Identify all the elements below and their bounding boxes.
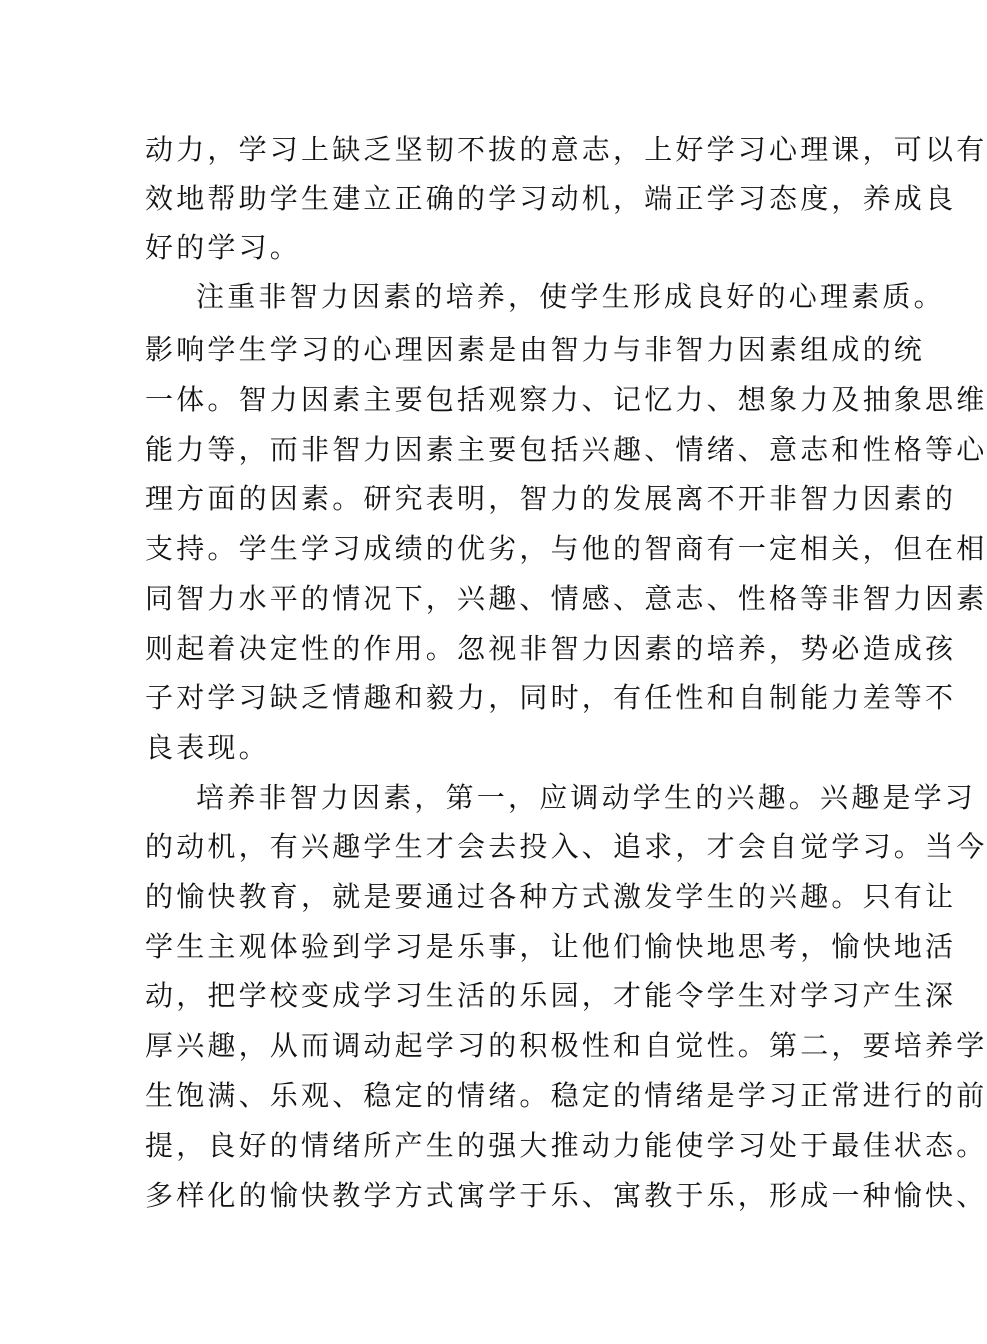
text-line: 多样化的愉快教学方式寓学于乐、寓教于乐，形成一种愉快、 [145, 1179, 987, 1212]
text-line: 影响学生学习的心理因素是由智力与非智力因素组成的统 [145, 333, 926, 366]
text-line: 则起着决定性的作用。忽视非智力因素的培养，势必造成孩 [145, 632, 957, 665]
text-line: 子对学习缺乏情趣和毅力，同时，有任性和自制能力差等不 [145, 681, 957, 714]
text-line: 好的学习。 [145, 231, 302, 264]
text-line: 学生主观体验到学习是乐事，让他们愉快地思考，愉快地活 [145, 930, 957, 963]
text-line: 生饱满、乐观、稳定的情绪。稳定的情绪是学习正常进行的前 [145, 1079, 987, 1112]
text-line: 能力等，而非智力因素主要包括兴趣、情绪、意志和性格等心 [145, 433, 987, 466]
text-line: 良表现。 [145, 731, 270, 764]
text-line: 同智力水平的情况下，兴趣、情感、意志、性格等非智力因素 [145, 582, 987, 615]
text-line: 动，把学校变成学习生活的乐园，才能令学生对学习产生深 [145, 979, 957, 1012]
text-line: 支持。学生学习成绩的优劣，与他的智商有一定相关，但在相 [145, 532, 987, 565]
text-line: 动力，学习上缺乏坚韧不拔的意志，上好学习心理课，可以有 [145, 133, 987, 166]
text-line: 提，良好的情绪所产生的强大推动力能使学习处于最佳状态。 [145, 1129, 987, 1162]
text-line: 效地帮助学生建立正确的学习动机，端正学习态度，养成良 [145, 182, 957, 215]
text-line: 一体。智力因素主要包括观察力、记忆力、想象力及抽象思维 [145, 383, 987, 416]
text-line: 厚兴趣，从而调动起学习的积极性和自觉性。第二，要培养学 [145, 1029, 987, 1062]
text-line: 的愉快教育，就是要通过各种方式激发学生的兴趣。只有让 [145, 880, 957, 913]
text-line: 培养非智力因素，第一，应调动学生的兴趣。兴趣是学习 [196, 781, 977, 814]
text-line: 理方面的因素。研究表明，智力的发展离不开非智力因素的 [145, 482, 957, 515]
text-line: 注重非智力因素的培养，使学生形成良好的心理素质。 [196, 280, 945, 313]
text-line: 的动机，有兴趣学生才会去投入、追求，才会自觉学习。当今 [145, 830, 987, 863]
